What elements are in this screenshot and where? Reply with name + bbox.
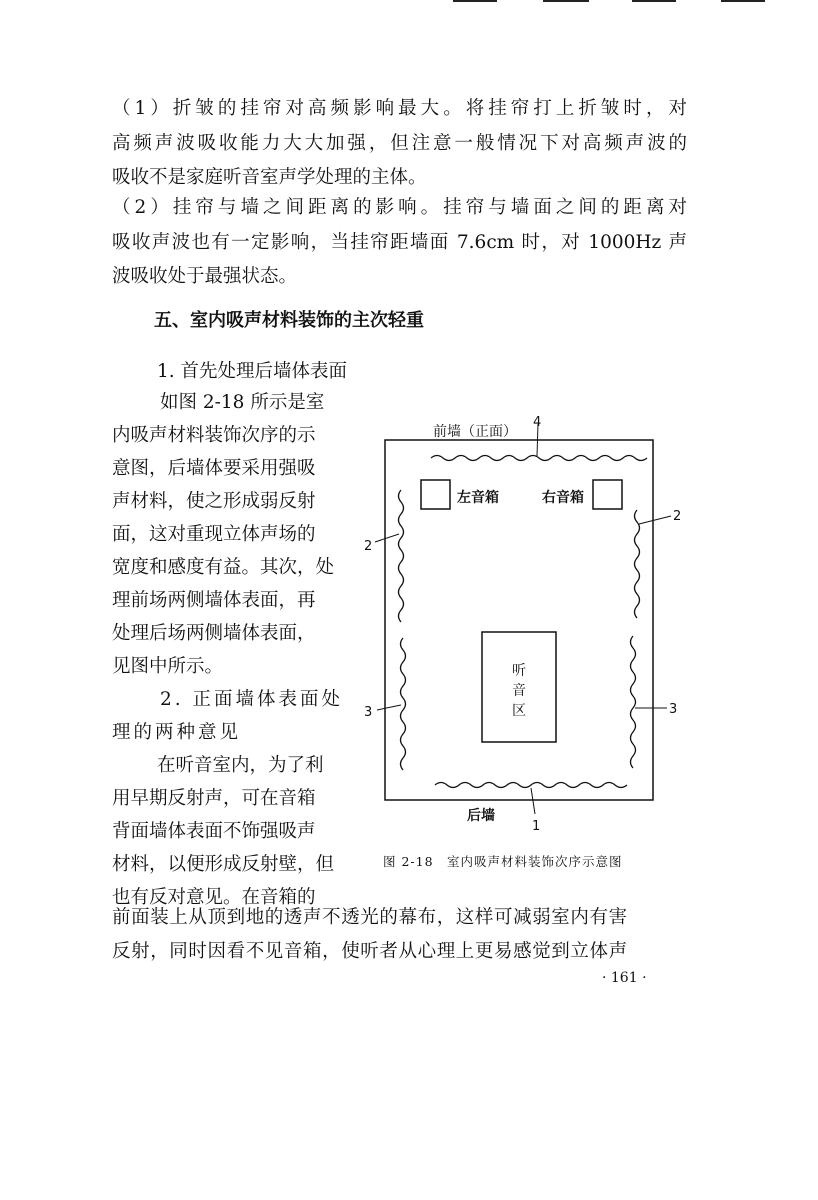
listening-area-char-3: 区 <box>512 703 526 719</box>
paragraph-line: 波吸收处于最强状态。 <box>112 266 298 287</box>
subheading-rear-wall: 1. 首先处理后墙体表面 <box>157 361 348 382</box>
left-column-line: 面，这对重现立体声场的 <box>112 524 316 545</box>
paragraph-pleated-curtain <box>112 92 687 196</box>
left-column-line: 见图中所示。 <box>112 656 224 677</box>
top-rule-3 <box>632 0 676 2</box>
left-column-line: 背面墙体表面不饰强吸声 <box>112 821 316 842</box>
callout-1: 1 <box>532 819 541 834</box>
paragraph-line: 高频声波吸收能力大大加强，但注意一般情况下对高频声波的 <box>112 132 687 154</box>
callout-3-left: 3 <box>364 705 373 720</box>
left-column-line: 如图 2-18 所示是室 <box>160 392 325 413</box>
paragraph-line: （1）折皱的挂帘对高频影响最大。将挂帘打上折皱时，对 <box>112 98 687 119</box>
right-speaker-label: 右音箱 <box>542 490 584 506</box>
listening-area-char-2: 音 <box>512 683 526 699</box>
left-speaker-label: 左音箱 <box>457 490 499 506</box>
right-speaker <box>593 480 622 509</box>
left-column-line: 声材料，使之形成弱反射 <box>112 491 316 512</box>
right-front-side-absorber <box>635 510 640 618</box>
leader-line-3-left <box>377 705 401 710</box>
left-column-line: 2. 正面墙体表面处 <box>160 689 344 710</box>
left-column-line: 意图，后墙体要采用强吸 <box>112 458 316 479</box>
left-column-line: 内吸声材料装饰次序的示 <box>112 425 316 446</box>
front-wall-label: 前墙（正面） <box>433 424 517 440</box>
room-outline <box>385 440 653 800</box>
callout-3-right: 3 <box>669 702 678 717</box>
room-layout-diagram <box>355 410 695 850</box>
left-front-side-absorber <box>399 490 404 622</box>
top-rule-1 <box>453 0 497 2</box>
top-rule-4 <box>721 0 765 2</box>
top-rule-2 <box>543 0 589 2</box>
left-column-line: 在听音室内，为了利 <box>157 755 324 776</box>
figure-caption: 图 2-18 室内吸声材料装饰次序示意图 <box>383 854 623 869</box>
leader-line-2-left <box>375 534 399 542</box>
left-column-line: 宽度和感度有益。其次，处 <box>112 557 335 578</box>
callout-4: 4 <box>533 415 542 430</box>
paragraph-line: 吸收不是家庭听音室声学处理的主体。 <box>112 167 427 188</box>
paragraph-curtain-distance <box>112 191 687 295</box>
listening-area-char-1: 听 <box>512 663 526 679</box>
left-column-line: 材料，以便形成反射壁，但 <box>112 854 335 875</box>
paragraph-line: 吸收声波也有一定影响，当挂帘距墙面 7.6cm 时，对 1000Hz 声 <box>112 231 687 253</box>
left-speaker <box>421 480 450 509</box>
left-column-line: 处理后场两侧墙体表面， <box>112 623 316 644</box>
left-column-line: 也有反对意见。在音箱的 <box>112 887 316 908</box>
section-heading: 五、室内吸声材料装饰的主次轻重 <box>154 310 424 331</box>
bottom-line: 前面装上从顶到地的透声不透光的幕布，这样可减弱室内有害 <box>112 907 628 928</box>
rear-wall-absorber <box>435 783 627 788</box>
bottom-line: 反射，同时因看不见音箱，使听者从心理上更易感觉到立体声 <box>112 941 628 962</box>
rear-wall-label: 后墙 <box>467 808 495 824</box>
leader-line-2-right <box>639 516 671 524</box>
callout-2-right: 2 <box>673 509 682 524</box>
callout-2-left: 2 <box>364 539 373 554</box>
right-rear-side-absorber <box>631 636 636 768</box>
page-number: · 161 · <box>602 970 647 986</box>
left-column-line: 理前场两侧墙体表面，再 <box>112 590 316 611</box>
left-column-line: 理的两种意见 <box>112 722 242 743</box>
paragraph-line: （2）挂帘与墙之间距离的影响。挂帘与墙面之间的距离对 <box>112 197 687 218</box>
front-wall-absorber <box>431 456 647 461</box>
leader-line-1 <box>531 788 535 814</box>
left-rear-side-absorber <box>401 638 406 770</box>
left-column-line: 用早期反射声，可在音箱 <box>112 788 316 809</box>
